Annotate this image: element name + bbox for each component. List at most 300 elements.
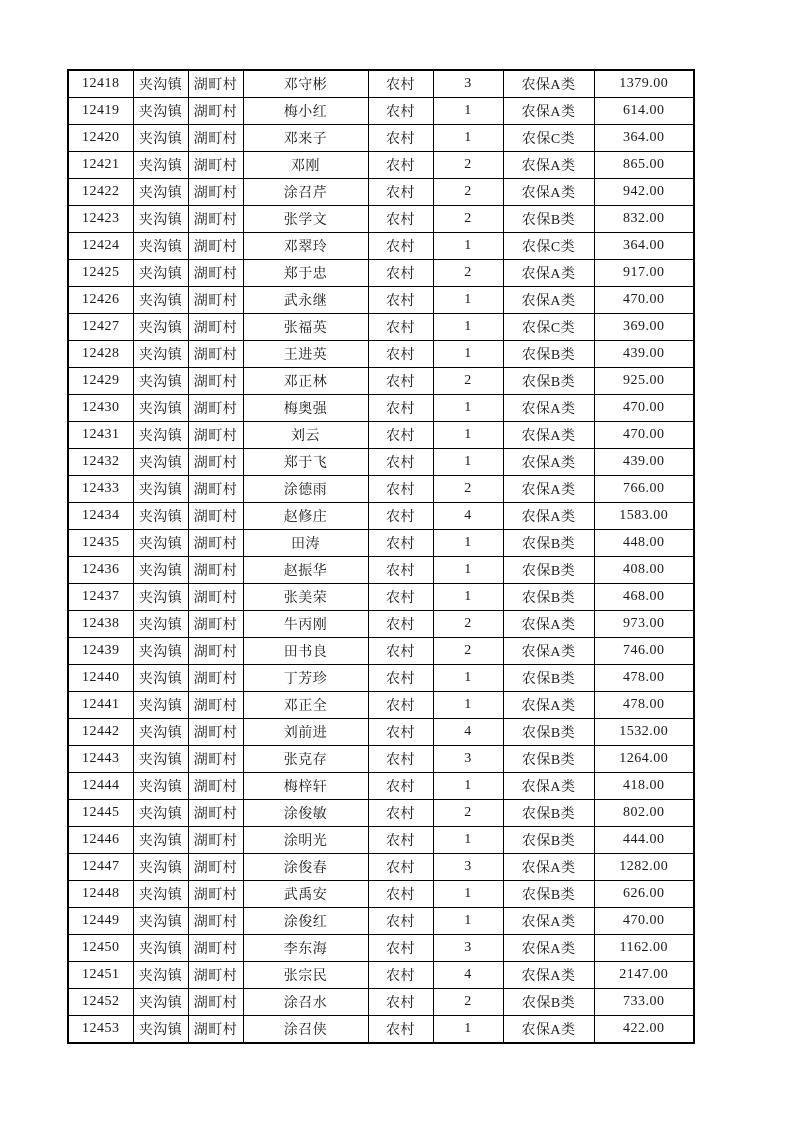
cell-residence-type: 农村 xyxy=(368,341,433,368)
cell-count: 2 xyxy=(433,800,503,827)
table-row xyxy=(68,989,694,1016)
cell-count: 1 xyxy=(433,557,503,584)
cell-person-name: 田涛 xyxy=(243,530,368,557)
table-row xyxy=(68,908,694,935)
cell-town: 夹沟镇 xyxy=(133,260,188,287)
cell-residence-type: 农村 xyxy=(368,449,433,476)
cell-count: 2 xyxy=(433,152,503,179)
cell-record-id: 12423 xyxy=(68,206,133,233)
cell-person-name: 刘云 xyxy=(243,422,368,449)
cell-person-name: 张克存 xyxy=(243,746,368,773)
cell-amount: 832.00 xyxy=(594,206,694,233)
cell-village: 湖町村 xyxy=(188,854,243,881)
table-row xyxy=(68,638,694,665)
table-row xyxy=(68,368,694,395)
cell-residence-type: 农村 xyxy=(368,800,433,827)
cell-residence-type: 农村 xyxy=(368,881,433,908)
cell-village: 湖町村 xyxy=(188,1016,243,1044)
cell-record-id: 12450 xyxy=(68,935,133,962)
cell-amount: 439.00 xyxy=(594,449,694,476)
cell-village: 湖町村 xyxy=(188,935,243,962)
cell-insurance-class: 农保C类 xyxy=(503,233,594,260)
cell-person-name: 郑于忠 xyxy=(243,260,368,287)
cell-amount: 468.00 xyxy=(594,584,694,611)
cell-insurance-class: 农保B类 xyxy=(503,368,594,395)
cell-town: 夹沟镇 xyxy=(133,395,188,422)
cell-town: 夹沟镇 xyxy=(133,98,188,125)
cell-village: 湖町村 xyxy=(188,395,243,422)
cell-count: 4 xyxy=(433,962,503,989)
table-row xyxy=(68,287,694,314)
cell-town: 夹沟镇 xyxy=(133,692,188,719)
cell-town: 夹沟镇 xyxy=(133,287,188,314)
cell-village: 湖町村 xyxy=(188,881,243,908)
cell-town: 夹沟镇 xyxy=(133,611,188,638)
cell-village: 湖町村 xyxy=(188,98,243,125)
cell-amount: 478.00 xyxy=(594,692,694,719)
cell-record-id: 12422 xyxy=(68,179,133,206)
cell-record-id: 12433 xyxy=(68,476,133,503)
cell-village: 湖町村 xyxy=(188,476,243,503)
cell-insurance-class: 农保B类 xyxy=(503,800,594,827)
cell-town: 夹沟镇 xyxy=(133,746,188,773)
table-row xyxy=(68,692,694,719)
table-row xyxy=(68,98,694,125)
cell-insurance-class: 农保A类 xyxy=(503,1016,594,1044)
cell-residence-type: 农村 xyxy=(368,935,433,962)
table-row xyxy=(68,422,694,449)
cell-person-name: 邓守彬 xyxy=(243,70,368,98)
cell-residence-type: 农村 xyxy=(368,179,433,206)
cell-town: 夹沟镇 xyxy=(133,449,188,476)
cell-person-name: 王进英 xyxy=(243,341,368,368)
cell-person-name: 梅梓轩 xyxy=(243,773,368,800)
cell-insurance-class: 农保B类 xyxy=(503,746,594,773)
cell-amount: 917.00 xyxy=(594,260,694,287)
cell-count: 1 xyxy=(433,341,503,368)
cell-village: 湖町村 xyxy=(188,557,243,584)
cell-town: 夹沟镇 xyxy=(133,584,188,611)
cell-town: 夹沟镇 xyxy=(133,179,188,206)
cell-amount: 364.00 xyxy=(594,233,694,260)
cell-insurance-class: 农保A类 xyxy=(503,476,594,503)
cell-amount: 746.00 xyxy=(594,638,694,665)
cell-insurance-class: 农保B类 xyxy=(503,719,594,746)
cell-village: 湖町村 xyxy=(188,233,243,260)
cell-town: 夹沟镇 xyxy=(133,530,188,557)
cell-village: 湖町村 xyxy=(188,341,243,368)
cell-amount: 973.00 xyxy=(594,611,694,638)
cell-person-name: 梅奥强 xyxy=(243,395,368,422)
cell-person-name: 邓翠玲 xyxy=(243,233,368,260)
cell-record-id: 12427 xyxy=(68,314,133,341)
cell-amount: 418.00 xyxy=(594,773,694,800)
cell-insurance-class: 农保A类 xyxy=(503,962,594,989)
cell-insurance-class: 农保A类 xyxy=(503,692,594,719)
cell-insurance-class: 农保B类 xyxy=(503,665,594,692)
cell-count: 1 xyxy=(433,881,503,908)
cell-residence-type: 农村 xyxy=(368,206,433,233)
cell-town: 夹沟镇 xyxy=(133,827,188,854)
cell-record-id: 12440 xyxy=(68,665,133,692)
table-row xyxy=(68,557,694,584)
cell-residence-type: 农村 xyxy=(368,287,433,314)
cell-count: 2 xyxy=(433,260,503,287)
cell-insurance-class: 农保A类 xyxy=(503,854,594,881)
cell-town: 夹沟镇 xyxy=(133,881,188,908)
cell-town: 夹沟镇 xyxy=(133,70,188,98)
cell-insurance-class: 农保A类 xyxy=(503,179,594,206)
cell-insurance-class: 农保A类 xyxy=(503,260,594,287)
cell-insurance-class: 农保C类 xyxy=(503,314,594,341)
cell-town: 夹沟镇 xyxy=(133,503,188,530)
cell-amount: 2147.00 xyxy=(594,962,694,989)
cell-town: 夹沟镇 xyxy=(133,638,188,665)
cell-amount: 408.00 xyxy=(594,557,694,584)
cell-insurance-class: 农保B类 xyxy=(503,989,594,1016)
cell-insurance-class: 农保A类 xyxy=(503,98,594,125)
cell-record-id: 12429 xyxy=(68,368,133,395)
cell-count: 2 xyxy=(433,476,503,503)
cell-person-name: 丁芳珍 xyxy=(243,665,368,692)
cell-record-id: 12446 xyxy=(68,827,133,854)
table-row xyxy=(68,746,694,773)
table-row xyxy=(68,773,694,800)
cell-amount: 478.00 xyxy=(594,665,694,692)
cell-count: 1 xyxy=(433,773,503,800)
cell-record-id: 12428 xyxy=(68,341,133,368)
cell-person-name: 涂德雨 xyxy=(243,476,368,503)
cell-residence-type: 农村 xyxy=(368,827,433,854)
cell-town: 夹沟镇 xyxy=(133,665,188,692)
cell-person-name: 邓来子 xyxy=(243,125,368,152)
cell-amount: 470.00 xyxy=(594,287,694,314)
cell-record-id: 12436 xyxy=(68,557,133,584)
cell-person-name: 邓正全 xyxy=(243,692,368,719)
cell-residence-type: 农村 xyxy=(368,70,433,98)
cell-count: 1 xyxy=(433,827,503,854)
table-row xyxy=(68,206,694,233)
cell-count: 1 xyxy=(433,530,503,557)
cell-person-name: 梅小红 xyxy=(243,98,368,125)
cell-residence-type: 农村 xyxy=(368,692,433,719)
cell-town: 夹沟镇 xyxy=(133,962,188,989)
cell-count: 1 xyxy=(433,233,503,260)
cell-person-name: 涂召水 xyxy=(243,989,368,1016)
cell-village: 湖町村 xyxy=(188,70,243,98)
cell-count: 1 xyxy=(433,287,503,314)
cell-record-id: 12447 xyxy=(68,854,133,881)
cell-town: 夹沟镇 xyxy=(133,557,188,584)
cell-record-id: 12441 xyxy=(68,692,133,719)
cell-person-name: 涂召侠 xyxy=(243,1016,368,1044)
cell-town: 夹沟镇 xyxy=(133,125,188,152)
cell-village: 湖町村 xyxy=(188,125,243,152)
cell-record-id: 12420 xyxy=(68,125,133,152)
cell-count: 1 xyxy=(433,665,503,692)
cell-count: 1 xyxy=(433,584,503,611)
cell-count: 3 xyxy=(433,854,503,881)
cell-residence-type: 农村 xyxy=(368,773,433,800)
cell-village: 湖町村 xyxy=(188,584,243,611)
cell-amount: 802.00 xyxy=(594,800,694,827)
cell-count: 3 xyxy=(433,935,503,962)
cell-count: 2 xyxy=(433,989,503,1016)
cell-town: 夹沟镇 xyxy=(133,800,188,827)
cell-village: 湖町村 xyxy=(188,989,243,1016)
table-row xyxy=(68,854,694,881)
cell-count: 3 xyxy=(433,746,503,773)
cell-village: 湖町村 xyxy=(188,260,243,287)
cell-town: 夹沟镇 xyxy=(133,368,188,395)
cell-amount: 1379.00 xyxy=(594,70,694,98)
cell-record-id: 12442 xyxy=(68,719,133,746)
cell-amount: 865.00 xyxy=(594,152,694,179)
table-body xyxy=(68,70,694,1043)
cell-residence-type: 农村 xyxy=(368,962,433,989)
cell-town: 夹沟镇 xyxy=(133,422,188,449)
cell-insurance-class: 农保A类 xyxy=(503,449,594,476)
cell-count: 3 xyxy=(433,70,503,98)
cell-amount: 439.00 xyxy=(594,341,694,368)
cell-insurance-class: 农保B类 xyxy=(503,557,594,584)
cell-amount: 470.00 xyxy=(594,422,694,449)
cell-amount: 1583.00 xyxy=(594,503,694,530)
cell-person-name: 李东海 xyxy=(243,935,368,962)
table-row xyxy=(68,125,694,152)
cell-count: 1 xyxy=(433,449,503,476)
table-row xyxy=(68,800,694,827)
cell-amount: 1282.00 xyxy=(594,854,694,881)
table-row xyxy=(68,881,694,908)
cell-town: 夹沟镇 xyxy=(133,152,188,179)
table-row xyxy=(68,395,694,422)
cell-residence-type: 农村 xyxy=(368,395,433,422)
cell-amount: 364.00 xyxy=(594,125,694,152)
cell-residence-type: 农村 xyxy=(368,503,433,530)
cell-amount: 733.00 xyxy=(594,989,694,1016)
cell-insurance-class: 农保A类 xyxy=(503,908,594,935)
cell-insurance-class: 农保A类 xyxy=(503,152,594,179)
cell-insurance-class: 农保C类 xyxy=(503,125,594,152)
cell-insurance-class: 农保A类 xyxy=(503,935,594,962)
cell-record-id: 12426 xyxy=(68,287,133,314)
cell-residence-type: 农村 xyxy=(368,260,433,287)
cell-insurance-class: 农保B类 xyxy=(503,530,594,557)
cell-insurance-class: 农保B类 xyxy=(503,584,594,611)
cell-person-name: 田书良 xyxy=(243,638,368,665)
cell-insurance-class: 农保A类 xyxy=(503,503,594,530)
cell-count: 1 xyxy=(433,395,503,422)
cell-residence-type: 农村 xyxy=(368,152,433,179)
cell-residence-type: 农村 xyxy=(368,989,433,1016)
cell-record-id: 12432 xyxy=(68,449,133,476)
cell-amount: 470.00 xyxy=(594,395,694,422)
cell-residence-type: 农村 xyxy=(368,611,433,638)
cell-town: 夹沟镇 xyxy=(133,773,188,800)
cell-residence-type: 农村 xyxy=(368,98,433,125)
cell-amount: 942.00 xyxy=(594,179,694,206)
cell-residence-type: 农村 xyxy=(368,854,433,881)
table-row xyxy=(68,476,694,503)
cell-town: 夹沟镇 xyxy=(133,476,188,503)
cell-person-name: 刘前进 xyxy=(243,719,368,746)
cell-residence-type: 农村 xyxy=(368,530,433,557)
cell-record-id: 12431 xyxy=(68,422,133,449)
cell-village: 湖町村 xyxy=(188,530,243,557)
cell-record-id: 12452 xyxy=(68,989,133,1016)
cell-residence-type: 农村 xyxy=(368,125,433,152)
cell-record-id: 12448 xyxy=(68,881,133,908)
cell-residence-type: 农村 xyxy=(368,233,433,260)
table-row xyxy=(68,962,694,989)
cell-record-id: 12418 xyxy=(68,70,133,98)
cell-amount: 925.00 xyxy=(594,368,694,395)
cell-amount: 766.00 xyxy=(594,476,694,503)
cell-village: 湖町村 xyxy=(188,773,243,800)
cell-count: 1 xyxy=(433,908,503,935)
cell-village: 湖町村 xyxy=(188,314,243,341)
cell-insurance-class: 农保A类 xyxy=(503,611,594,638)
cell-insurance-class: 农保A类 xyxy=(503,773,594,800)
cell-town: 夹沟镇 xyxy=(133,854,188,881)
cell-record-id: 12445 xyxy=(68,800,133,827)
cell-residence-type: 农村 xyxy=(368,908,433,935)
cell-village: 湖町村 xyxy=(188,962,243,989)
cell-record-id: 12444 xyxy=(68,773,133,800)
cell-count: 1 xyxy=(433,98,503,125)
cell-village: 湖町村 xyxy=(188,800,243,827)
cell-insurance-class: 农保A类 xyxy=(503,638,594,665)
cell-person-name: 赵修庄 xyxy=(243,503,368,530)
cell-person-name: 涂俊春 xyxy=(243,854,368,881)
cell-village: 湖町村 xyxy=(188,206,243,233)
cell-record-id: 12438 xyxy=(68,611,133,638)
cell-record-id: 12451 xyxy=(68,962,133,989)
cell-record-id: 12435 xyxy=(68,530,133,557)
cell-town: 夹沟镇 xyxy=(133,989,188,1016)
cell-amount: 369.00 xyxy=(594,314,694,341)
cell-amount: 448.00 xyxy=(594,530,694,557)
cell-amount: 444.00 xyxy=(594,827,694,854)
cell-amount: 1532.00 xyxy=(594,719,694,746)
cell-record-id: 12421 xyxy=(68,152,133,179)
cell-person-name: 张宗民 xyxy=(243,962,368,989)
cell-person-name: 邓刚 xyxy=(243,152,368,179)
cell-person-name: 张学文 xyxy=(243,206,368,233)
table-row xyxy=(68,341,694,368)
cell-insurance-class: 农保A类 xyxy=(503,422,594,449)
cell-record-id: 12439 xyxy=(68,638,133,665)
table-row xyxy=(68,314,694,341)
cell-residence-type: 农村 xyxy=(368,719,433,746)
cell-count: 1 xyxy=(433,1016,503,1044)
cell-record-id: 12424 xyxy=(68,233,133,260)
cell-count: 1 xyxy=(433,314,503,341)
cell-insurance-class: 农保B类 xyxy=(503,881,594,908)
table-row xyxy=(68,584,694,611)
table-row xyxy=(68,70,694,98)
cell-person-name: 牛丙刚 xyxy=(243,611,368,638)
cell-count: 2 xyxy=(433,368,503,395)
cell-person-name: 武永继 xyxy=(243,287,368,314)
cell-record-id: 12430 xyxy=(68,395,133,422)
cell-village: 湖町村 xyxy=(188,503,243,530)
cell-village: 湖町村 xyxy=(188,611,243,638)
cell-count: 1 xyxy=(433,692,503,719)
cell-village: 湖町村 xyxy=(188,827,243,854)
cell-record-id: 12453 xyxy=(68,1016,133,1044)
cell-village: 湖町村 xyxy=(188,368,243,395)
cell-residence-type: 农村 xyxy=(368,422,433,449)
cell-village: 湖町村 xyxy=(188,746,243,773)
cell-village: 湖町村 xyxy=(188,422,243,449)
cell-amount: 1162.00 xyxy=(594,935,694,962)
cell-amount: 470.00 xyxy=(594,908,694,935)
cell-town: 夹沟镇 xyxy=(133,935,188,962)
cell-residence-type: 农村 xyxy=(368,584,433,611)
cell-person-name: 涂俊敏 xyxy=(243,800,368,827)
cell-town: 夹沟镇 xyxy=(133,719,188,746)
cell-person-name: 郑于飞 xyxy=(243,449,368,476)
table-row xyxy=(68,827,694,854)
table-row xyxy=(68,503,694,530)
cell-person-name: 张福英 xyxy=(243,314,368,341)
cell-town: 夹沟镇 xyxy=(133,1016,188,1044)
cell-record-id: 12419 xyxy=(68,98,133,125)
table-row xyxy=(68,665,694,692)
table-row xyxy=(68,530,694,557)
cell-town: 夹沟镇 xyxy=(133,233,188,260)
cell-village: 湖町村 xyxy=(188,719,243,746)
cell-person-name: 邓正林 xyxy=(243,368,368,395)
cell-amount: 1264.00 xyxy=(594,746,694,773)
cell-residence-type: 农村 xyxy=(368,1016,433,1044)
cell-amount: 626.00 xyxy=(594,881,694,908)
cell-person-name: 涂俊红 xyxy=(243,908,368,935)
cell-town: 夹沟镇 xyxy=(133,206,188,233)
table-row xyxy=(68,152,694,179)
cell-person-name: 涂明光 xyxy=(243,827,368,854)
cell-count: 1 xyxy=(433,422,503,449)
cell-count: 2 xyxy=(433,638,503,665)
cell-residence-type: 农村 xyxy=(368,314,433,341)
table-row xyxy=(68,260,694,287)
cell-village: 湖町村 xyxy=(188,179,243,206)
cell-record-id: 12449 xyxy=(68,908,133,935)
cell-count: 2 xyxy=(433,206,503,233)
cell-residence-type: 农村 xyxy=(368,476,433,503)
cell-amount: 422.00 xyxy=(594,1016,694,1044)
cell-record-id: 12425 xyxy=(68,260,133,287)
cell-insurance-class: 农保A类 xyxy=(503,287,594,314)
cell-amount: 614.00 xyxy=(594,98,694,125)
cell-person-name: 赵振华 xyxy=(243,557,368,584)
cell-person-name: 涂召芹 xyxy=(243,179,368,206)
cell-village: 湖町村 xyxy=(188,665,243,692)
cell-village: 湖町村 xyxy=(188,638,243,665)
cell-insurance-class: 农保A类 xyxy=(503,395,594,422)
cell-residence-type: 农村 xyxy=(368,368,433,395)
table-row xyxy=(68,449,694,476)
table-row xyxy=(68,179,694,206)
cell-village: 湖町村 xyxy=(188,152,243,179)
cell-residence-type: 农村 xyxy=(368,746,433,773)
cell-insurance-class: 农保B类 xyxy=(503,206,594,233)
cell-count: 2 xyxy=(433,611,503,638)
cell-town: 夹沟镇 xyxy=(133,314,188,341)
cell-record-id: 12437 xyxy=(68,584,133,611)
